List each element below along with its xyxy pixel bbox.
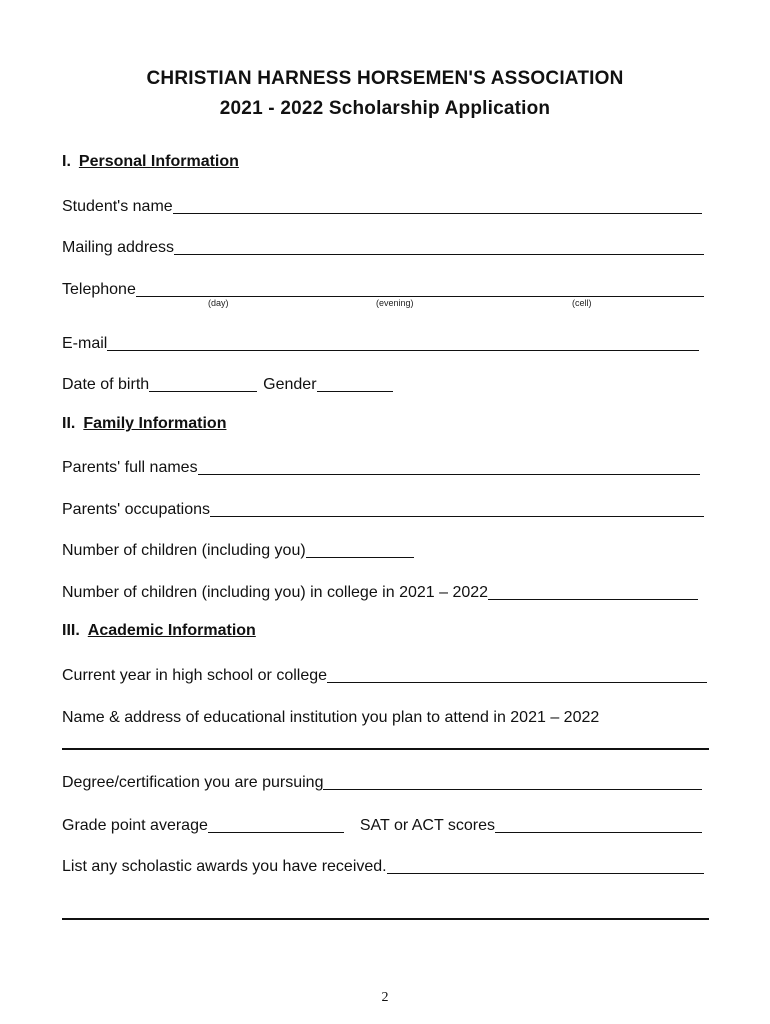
parents-occupations-row [62, 497, 704, 519]
parents-names-field[interactable] [198, 457, 700, 475]
student-name-label: Student's name [62, 198, 173, 215]
num-children-college-field[interactable] [488, 582, 698, 600]
awards-extra-line[interactable] [62, 918, 709, 920]
parents-occupations-field[interactable] [210, 499, 704, 517]
sat-act-label: SAT or ACT scores [359, 817, 496, 834]
date-of-birth-field[interactable] [149, 374, 257, 392]
parents-occupations-label: Parents' occupations [62, 501, 211, 518]
sat-act-field[interactable] [495, 815, 702, 833]
awards-label: List any scholastic awards you have received. [62, 858, 387, 875]
institution-row [62, 705, 710, 727]
telephone-evening-caption: (evening) [376, 298, 414, 308]
degree-label: Degree/certification you are pursuing [62, 774, 324, 791]
telephone-label: Telephone [62, 281, 136, 298]
gender-label: Gender [263, 376, 317, 393]
mailing-address-label: Mailing address [62, 239, 175, 256]
telephone-day-caption: (day) [208, 298, 229, 308]
gender-field[interactable] [317, 374, 393, 392]
telephone-row [62, 277, 704, 299]
section-name: Family Information [83, 415, 227, 432]
page-number: 2 [381, 990, 389, 1005]
section-academic-heading [62, 622, 256, 640]
num-children-field[interactable] [306, 540, 414, 558]
date-of-birth-label: Date of birth [62, 376, 150, 393]
institution-label: Name & address of educational institution you plan to attend in 2021 – 2022 [62, 709, 600, 726]
num-children-college-label: Number of children (including you) in college in 2021 – 2022 [62, 584, 489, 601]
num-children-college-row [62, 580, 698, 602]
organization-title: CHRISTIAN HARNESS HORSEMEN'S ASSOCIATION [146, 68, 624, 89]
current-year-field[interactable] [327, 665, 707, 683]
section-family-heading [62, 415, 226, 433]
gpa-sat-row [62, 813, 702, 835]
num-children-row [62, 538, 710, 560]
gpa-label: Grade point average [62, 817, 208, 834]
section-number: III. [62, 622, 80, 639]
gpa-field[interactable] [208, 815, 344, 833]
section-number: II. [62, 415, 76, 432]
student-name-field[interactable] [173, 196, 702, 214]
section-personal-heading [62, 153, 239, 171]
section-name: Personal Information [78, 153, 239, 170]
email-field[interactable] [107, 333, 699, 351]
current-year-label: Current year in high school or college [62, 667, 328, 684]
degree-row [62, 770, 702, 792]
section-name: Academic Information [87, 622, 256, 639]
degree-field[interactable] [323, 772, 702, 790]
mailing-address-row [62, 235, 704, 257]
telephone-field[interactable] [136, 279, 704, 297]
mailing-address-field[interactable] [174, 237, 704, 255]
telephone-cell-caption: (cell) [572, 298, 592, 308]
section-number: I. [62, 153, 71, 170]
form-title: 2021 - 2022 Scholarship Application [219, 98, 551, 119]
email-row [62, 331, 699, 353]
num-children-label: Number of children (including you) [62, 542, 306, 559]
parents-names-label: Parents' full names [62, 459, 198, 476]
awards-field[interactable] [387, 856, 704, 874]
parents-names-row [62, 455, 700, 477]
student-name-row [62, 194, 702, 216]
email-label: E-mail [62, 335, 108, 352]
awards-row [62, 854, 704, 876]
current-year-row [62, 663, 707, 685]
institution-field[interactable] [62, 748, 709, 750]
dob-gender-row [62, 372, 710, 394]
